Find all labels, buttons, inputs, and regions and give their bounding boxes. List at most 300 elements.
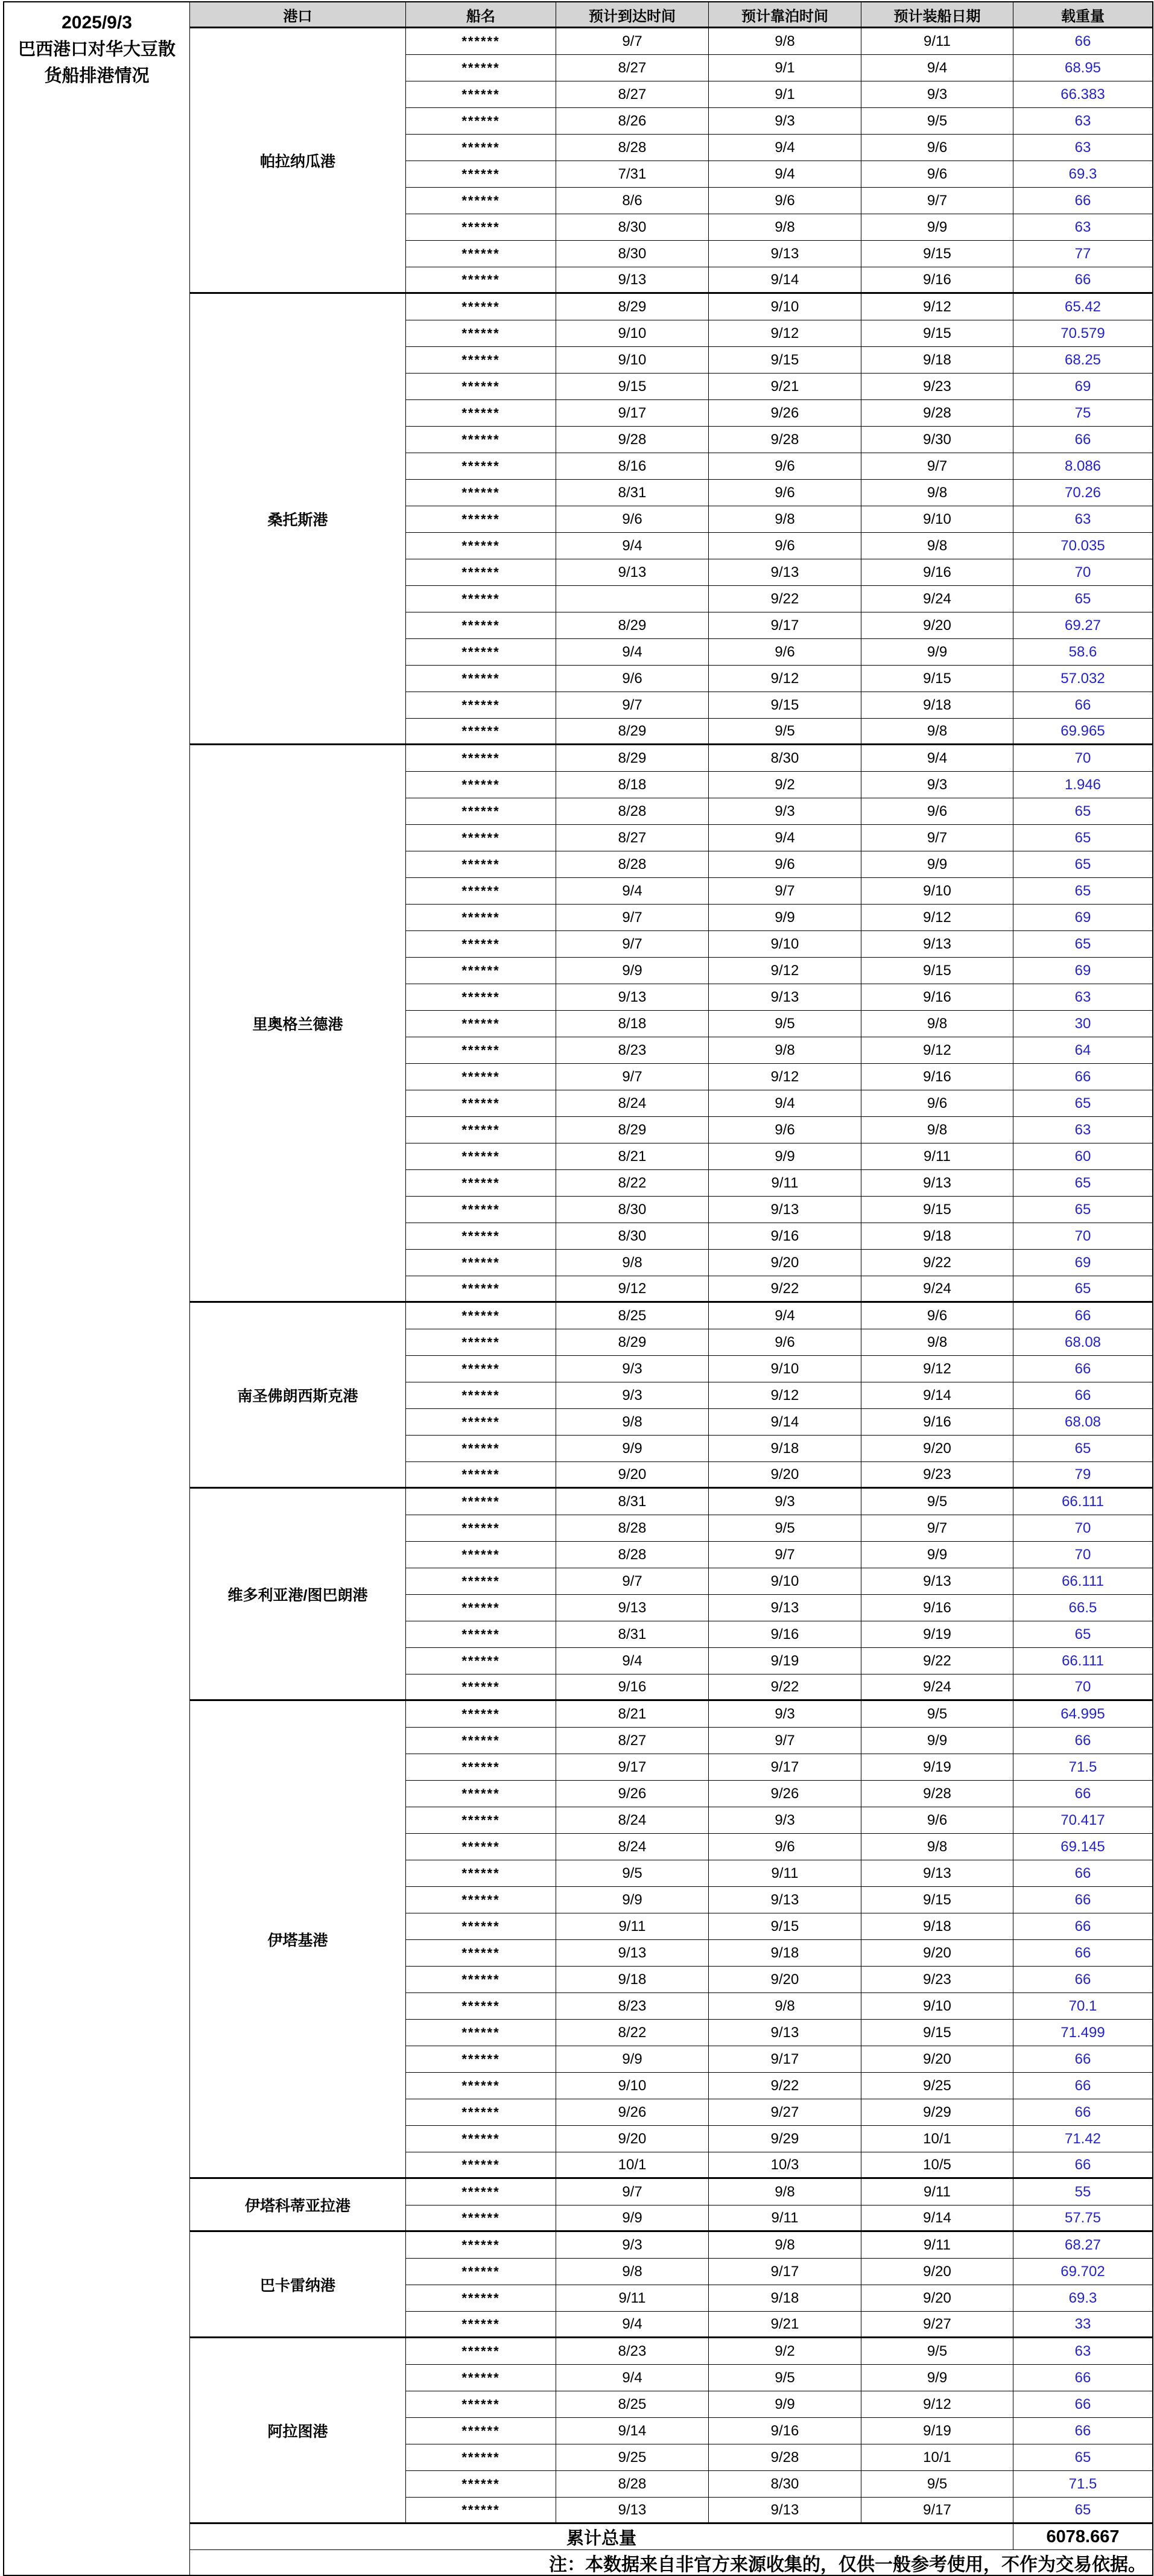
total-label: 累计总量 xyxy=(190,2524,1013,2550)
eta-cell: 9/9 xyxy=(556,958,709,984)
loading-cell: 9/19 xyxy=(861,2418,1013,2444)
berth-cell: 9/16 xyxy=(709,1621,861,1648)
loading-cell: 9/9 xyxy=(861,1542,1013,1568)
loading-cell: 10/1 xyxy=(861,2444,1013,2471)
eta-cell: 9/3 xyxy=(556,1382,709,1409)
eta-cell: 8/28 xyxy=(556,798,709,825)
berth-cell: 9/3 xyxy=(709,1807,861,1834)
eta-cell: 9/11 xyxy=(556,2285,709,2312)
berth-cell: 9/12 xyxy=(709,666,861,692)
loading-cell: 9/12 xyxy=(861,1037,1013,1064)
eta-cell: 9/28 xyxy=(556,427,709,453)
eta-cell: 7/31 xyxy=(556,161,709,188)
eta-cell: 8/29 xyxy=(556,719,709,745)
dwt-cell: 66 xyxy=(1013,692,1152,719)
loading-cell: 9/14 xyxy=(861,1382,1013,1409)
berth-cell: 9/6 xyxy=(709,533,861,559)
loading-cell: 9/20 xyxy=(861,612,1013,639)
loading-cell: 9/15 xyxy=(861,320,1013,347)
berth-cell: 9/5 xyxy=(709,2365,861,2391)
berth-cell: 9/6 xyxy=(709,1117,861,1143)
dwt-cell: 69.3 xyxy=(1013,161,1152,188)
dwt-cell: 66.383 xyxy=(1013,81,1152,108)
eta-cell: 9/10 xyxy=(556,320,709,347)
loading-cell: 9/15 xyxy=(861,241,1013,267)
dwt-cell: 30 xyxy=(1013,1011,1152,1037)
ship-name-cell: ****** xyxy=(406,586,556,612)
dwt-cell: 64 xyxy=(1013,1037,1152,1064)
ship-name-cell: ****** xyxy=(406,878,556,905)
dwt-cell: 60 xyxy=(1013,1143,1152,1170)
dwt-cell: 69 xyxy=(1013,905,1152,931)
dwt-cell: 65 xyxy=(1013,2444,1152,2471)
ship-name-cell: ****** xyxy=(406,666,556,692)
loading-cell: 9/6 xyxy=(861,1303,1013,1329)
dwt-cell: 68.27 xyxy=(1013,2232,1152,2259)
dwt-cell: 70.26 xyxy=(1013,480,1152,506)
loading-cell: 9/5 xyxy=(861,108,1013,135)
ship-name-cell: ****** xyxy=(406,2259,556,2285)
loading-cell: 9/5 xyxy=(861,1489,1013,1515)
eta-cell: 8/16 xyxy=(556,453,709,480)
dwt-cell: 66 xyxy=(1013,2152,1152,2179)
berth-cell: 9/6 xyxy=(709,1329,861,1356)
schedule-table xyxy=(3,1,1153,2576)
loading-cell: 9/18 xyxy=(861,692,1013,719)
eta-cell: 9/13 xyxy=(556,1595,709,1621)
loading-cell: 9/15 xyxy=(861,666,1013,692)
loading-cell: 9/9 xyxy=(861,214,1013,241)
ship-name-cell: ****** xyxy=(406,347,556,374)
loading-cell: 9/8 xyxy=(861,480,1013,506)
eta-cell: 8/23 xyxy=(556,1037,709,1064)
berth-cell: 9/3 xyxy=(709,798,861,825)
dwt-cell: 70 xyxy=(1013,1674,1152,1701)
dwt-cell: 63 xyxy=(1013,135,1152,161)
ship-name-cell: ****** xyxy=(406,2285,556,2312)
loading-cell: 9/11 xyxy=(861,1143,1013,1170)
dwt-cell: 65 xyxy=(1013,1197,1152,1223)
berth-cell: 9/14 xyxy=(709,1409,861,1436)
ship-name-cell: ****** xyxy=(406,1781,556,1807)
berth-cell: 9/10 xyxy=(709,931,861,958)
loading-cell: 9/14 xyxy=(861,2206,1013,2232)
dwt-cell: 71.5 xyxy=(1013,2471,1152,2498)
loading-cell: 9/12 xyxy=(861,294,1013,320)
loading-cell: 9/11 xyxy=(861,2232,1013,2259)
eta-cell: 9/13 xyxy=(556,2498,709,2524)
eta-cell xyxy=(556,586,709,612)
berth-cell: 9/18 xyxy=(709,2285,861,2312)
eta-cell: 9/5 xyxy=(556,1860,709,1887)
ship-name-cell: ****** xyxy=(406,1489,556,1515)
ship-name-cell: ****** xyxy=(406,851,556,878)
loading-cell: 9/10 xyxy=(861,878,1013,905)
eta-cell: 8/24 xyxy=(556,1834,709,1860)
loading-cell: 9/5 xyxy=(861,2471,1013,2498)
total-value: 6078.667 xyxy=(1013,2524,1152,2550)
berth-cell: 9/2 xyxy=(709,772,861,798)
eta-cell: 9/10 xyxy=(556,2073,709,2099)
loading-cell: 9/18 xyxy=(861,347,1013,374)
loading-cell: 9/10 xyxy=(861,506,1013,533)
dwt-cell: 66 xyxy=(1013,1860,1152,1887)
ship-name-cell: ****** xyxy=(406,480,556,506)
eta-cell: 8/29 xyxy=(556,294,709,320)
loading-cell: 9/30 xyxy=(861,427,1013,453)
column-header-berth: 预计靠泊时间 xyxy=(709,2,861,28)
dwt-cell: 75 xyxy=(1013,400,1152,427)
berth-cell: 9/22 xyxy=(709,1276,861,1303)
loading-cell: 9/8 xyxy=(861,1329,1013,1356)
loading-cell: 9/15 xyxy=(861,1887,1013,1913)
eta-cell: 9/8 xyxy=(556,1250,709,1276)
berth-cell: 9/13 xyxy=(709,2498,861,2524)
ship-name-cell: ****** xyxy=(406,427,556,453)
berth-cell: 9/7 xyxy=(709,878,861,905)
ship-name-cell: ****** xyxy=(406,1515,556,1542)
berth-cell: 9/7 xyxy=(709,1728,861,1754)
loading-cell: 9/9 xyxy=(861,1728,1013,1754)
dwt-cell: 68.08 xyxy=(1013,1329,1152,1356)
eta-cell: 8/29 xyxy=(556,745,709,772)
berth-cell: 9/20 xyxy=(709,1250,861,1276)
port-cell-1: 桑托斯港 xyxy=(190,294,406,745)
ship-name-cell: ****** xyxy=(406,2179,556,2206)
berth-cell: 9/6 xyxy=(709,453,861,480)
ship-name-cell: ****** xyxy=(406,214,556,241)
dwt-cell: 33 xyxy=(1013,2312,1152,2338)
ship-name-cell: ****** xyxy=(406,1223,556,1250)
dwt-cell: 66 xyxy=(1013,2365,1152,2391)
eta-cell: 9/4 xyxy=(556,878,709,905)
ship-name-cell: ****** xyxy=(406,1011,556,1037)
dwt-cell: 66 xyxy=(1013,188,1152,214)
dwt-cell: 63 xyxy=(1013,1117,1152,1143)
berth-cell: 9/22 xyxy=(709,1674,861,1701)
berth-cell: 9/4 xyxy=(709,1090,861,1117)
berth-cell: 9/6 xyxy=(709,188,861,214)
eta-cell: 8/31 xyxy=(556,1621,709,1648)
eta-cell: 8/24 xyxy=(556,1807,709,1834)
berth-cell: 9/26 xyxy=(709,400,861,427)
ship-name-cell: ****** xyxy=(406,1170,556,1197)
loading-cell: 9/25 xyxy=(861,2073,1013,2099)
dwt-cell: 66 xyxy=(1013,28,1152,55)
dwt-cell: 69.145 xyxy=(1013,1834,1152,1860)
dwt-cell: 63 xyxy=(1013,214,1152,241)
dwt-cell: 70 xyxy=(1013,1515,1152,1542)
dwt-cell: 69.3 xyxy=(1013,2285,1152,2312)
berth-cell: 9/6 xyxy=(709,1834,861,1860)
dwt-cell: 71.5 xyxy=(1013,1754,1152,1781)
eta-cell: 9/4 xyxy=(556,2312,709,2338)
dwt-cell: 65 xyxy=(1013,825,1152,851)
berth-cell: 9/8 xyxy=(709,214,861,241)
berth-cell: 9/19 xyxy=(709,1648,861,1674)
loading-cell: 9/13 xyxy=(861,1568,1013,1595)
column-header-port: 港口 xyxy=(190,2,406,28)
ship-name-cell: ****** xyxy=(406,984,556,1011)
eta-cell: 9/10 xyxy=(556,347,709,374)
berth-cell: 9/21 xyxy=(709,374,861,400)
ship-name-cell: ****** xyxy=(406,958,556,984)
loading-cell: 9/16 xyxy=(861,1595,1013,1621)
eta-cell: 9/15 xyxy=(556,374,709,400)
loading-cell: 9/6 xyxy=(861,161,1013,188)
eta-cell: 8/27 xyxy=(556,1728,709,1754)
dwt-cell: 69.702 xyxy=(1013,2259,1152,2285)
eta-cell: 9/14 xyxy=(556,2418,709,2444)
eta-cell: 9/11 xyxy=(556,1913,709,1940)
dwt-cell: 65 xyxy=(1013,1170,1152,1197)
ship-name-cell: ****** xyxy=(406,1860,556,1887)
loading-cell: 9/7 xyxy=(861,825,1013,851)
eta-cell: 8/31 xyxy=(556,480,709,506)
dwt-cell: 1.946 xyxy=(1013,772,1152,798)
eta-cell: 9/26 xyxy=(556,1781,709,1807)
loading-cell: 9/17 xyxy=(861,2498,1013,2524)
berth-cell: 9/17 xyxy=(709,1754,861,1781)
eta-cell: 9/9 xyxy=(556,1887,709,1913)
ship-name-cell: ****** xyxy=(406,1382,556,1409)
ship-name-cell: ****** xyxy=(406,267,556,294)
ship-name-cell: ****** xyxy=(406,2206,556,2232)
berth-cell: 9/20 xyxy=(709,1967,861,1993)
ship-name-cell: ****** xyxy=(406,1621,556,1648)
berth-cell: 9/10 xyxy=(709,1356,861,1382)
ship-name-cell: ****** xyxy=(406,1834,556,1860)
berth-cell: 9/8 xyxy=(709,506,861,533)
loading-cell: 9/16 xyxy=(861,1064,1013,1090)
eta-cell: 9/7 xyxy=(556,905,709,931)
loading-cell: 9/20 xyxy=(861,2285,1013,2312)
dwt-cell: 66.111 xyxy=(1013,1489,1152,1515)
dwt-cell: 66.111 xyxy=(1013,1568,1152,1595)
eta-cell: 8/30 xyxy=(556,1197,709,1223)
berth-cell: 9/17 xyxy=(709,2259,861,2285)
dwt-cell: 69 xyxy=(1013,1250,1152,1276)
berth-cell: 9/29 xyxy=(709,2126,861,2152)
loading-cell: 9/19 xyxy=(861,1754,1013,1781)
eta-cell: 8/18 xyxy=(556,772,709,798)
eta-cell: 8/21 xyxy=(556,1143,709,1170)
dwt-cell: 68.08 xyxy=(1013,1409,1152,1436)
report-title-line2: 货船排港情况 xyxy=(44,66,150,86)
eta-cell: 8/27 xyxy=(556,81,709,108)
ship-name-cell: ****** xyxy=(406,612,556,639)
dwt-cell: 58.6 xyxy=(1013,639,1152,666)
loading-cell: 9/24 xyxy=(861,586,1013,612)
berth-cell: 9/8 xyxy=(709,1037,861,1064)
eta-cell: 9/7 xyxy=(556,692,709,719)
loading-cell: 9/7 xyxy=(861,188,1013,214)
loading-cell: 9/23 xyxy=(861,1462,1013,1489)
ship-name-cell: ****** xyxy=(406,1462,556,1489)
berth-cell: 8/30 xyxy=(709,745,861,772)
dwt-cell: 66 xyxy=(1013,1781,1152,1807)
berth-cell: 9/13 xyxy=(709,241,861,267)
dwt-cell: 71.499 xyxy=(1013,2020,1152,2046)
port-cell-5: 伊塔基港 xyxy=(190,1701,406,2179)
dwt-cell: 64.995 xyxy=(1013,1701,1152,1728)
loading-cell: 9/20 xyxy=(861,1436,1013,1462)
loading-cell: 9/6 xyxy=(861,798,1013,825)
dwt-cell: 57.032 xyxy=(1013,666,1152,692)
berth-cell: 9/18 xyxy=(709,1940,861,1967)
loading-cell: 9/4 xyxy=(861,55,1013,81)
dwt-cell: 71.42 xyxy=(1013,2126,1152,2152)
dwt-cell: 66 xyxy=(1013,2418,1152,2444)
dwt-cell: 65 xyxy=(1013,1276,1152,1303)
berth-cell: 9/20 xyxy=(709,1462,861,1489)
dwt-cell: 66 xyxy=(1013,267,1152,294)
eta-cell: 9/16 xyxy=(556,1674,709,1701)
loading-cell: 10/5 xyxy=(861,2152,1013,2179)
berth-cell: 9/13 xyxy=(709,1197,861,1223)
loading-cell: 9/15 xyxy=(861,1197,1013,1223)
ship-name-cell: ****** xyxy=(406,2471,556,2498)
berth-cell: 9/13 xyxy=(709,2020,861,2046)
dwt-cell: 69.27 xyxy=(1013,612,1152,639)
dwt-cell: 66 xyxy=(1013,2046,1152,2073)
eta-cell: 8/28 xyxy=(556,1515,709,1542)
eta-cell: 8/30 xyxy=(556,241,709,267)
dwt-cell: 66 xyxy=(1013,1887,1152,1913)
loading-cell: 9/10 xyxy=(861,1993,1013,2020)
dwt-cell: 66 xyxy=(1013,2391,1152,2418)
eta-cell: 9/13 xyxy=(556,559,709,586)
ship-name-cell: ****** xyxy=(406,2338,556,2365)
berth-cell: 9/13 xyxy=(709,1887,861,1913)
berth-cell: 9/3 xyxy=(709,1701,861,1728)
dwt-cell: 8.086 xyxy=(1013,453,1152,480)
dwt-cell: 66 xyxy=(1013,1064,1152,1090)
berth-cell: 9/11 xyxy=(709,1860,861,1887)
dwt-cell: 65 xyxy=(1013,2498,1152,2524)
eta-cell: 8/28 xyxy=(556,1542,709,1568)
berth-cell: 9/2 xyxy=(709,2338,861,2365)
berth-cell: 9/28 xyxy=(709,427,861,453)
dwt-cell: 65 xyxy=(1013,878,1152,905)
ship-name-cell: ****** xyxy=(406,559,556,586)
berth-cell: 8/30 xyxy=(709,2471,861,2498)
berth-cell: 9/4 xyxy=(709,135,861,161)
dwt-cell: 70.1 xyxy=(1013,1993,1152,2020)
loading-cell: 9/11 xyxy=(861,2179,1013,2206)
ship-name-cell: ****** xyxy=(406,1143,556,1170)
dwt-cell: 70.417 xyxy=(1013,1807,1152,1834)
ship-name-cell: ****** xyxy=(406,772,556,798)
eta-cell: 9/3 xyxy=(556,1356,709,1382)
loading-cell: 9/23 xyxy=(861,1967,1013,1993)
dwt-cell: 70 xyxy=(1013,1542,1152,1568)
eta-cell: 8/25 xyxy=(556,2391,709,2418)
berth-cell: 9/5 xyxy=(709,1515,861,1542)
berth-cell: 9/15 xyxy=(709,692,861,719)
ship-name-cell: ****** xyxy=(406,692,556,719)
column-header-eta: 预计到达时间 xyxy=(556,2,709,28)
ship-name-cell: ****** xyxy=(406,28,556,55)
ship-name-cell: ****** xyxy=(406,374,556,400)
column-header-dwt: 载重量 xyxy=(1013,2,1152,28)
loading-cell: 9/27 xyxy=(861,2312,1013,2338)
ship-name-cell: ****** xyxy=(406,2099,556,2126)
loading-cell: 9/5 xyxy=(861,1701,1013,1728)
port-cell-7: 巴卡雷纳港 xyxy=(190,2232,406,2338)
ship-name-cell: ****** xyxy=(406,1064,556,1090)
berth-cell: 9/11 xyxy=(709,1170,861,1197)
ship-name-cell: ****** xyxy=(406,1329,556,1356)
dwt-cell: 70.579 xyxy=(1013,320,1152,347)
ship-name-cell: ****** xyxy=(406,1807,556,1834)
ship-name-cell: ****** xyxy=(406,2126,556,2152)
eta-cell: 9/7 xyxy=(556,1064,709,1090)
eta-cell: 9/20 xyxy=(556,2126,709,2152)
ship-name-cell: ****** xyxy=(406,400,556,427)
loading-cell: 9/6 xyxy=(861,1807,1013,1834)
ship-name-cell: ****** xyxy=(406,81,556,108)
ship-name-cell: ****** xyxy=(406,905,556,931)
berth-cell: 9/17 xyxy=(709,2046,861,2073)
berth-cell: 9/8 xyxy=(709,2232,861,2259)
ship-name-cell: ****** xyxy=(406,188,556,214)
loading-cell: 9/3 xyxy=(861,772,1013,798)
port-cell-8: 阿拉图港 xyxy=(190,2338,406,2524)
dwt-cell: 66 xyxy=(1013,1913,1152,1940)
loading-cell: 9/16 xyxy=(861,984,1013,1011)
dwt-cell: 70 xyxy=(1013,745,1152,772)
eta-cell: 9/4 xyxy=(556,2365,709,2391)
berth-cell: 9/28 xyxy=(709,2444,861,2471)
loading-cell: 9/13 xyxy=(861,1860,1013,1887)
berth-cell: 9/12 xyxy=(709,1064,861,1090)
berth-cell: 9/13 xyxy=(709,559,861,586)
loading-cell: 10/1 xyxy=(861,2126,1013,2152)
eta-cell: 9/26 xyxy=(556,2099,709,2126)
berth-cell: 9/5 xyxy=(709,1011,861,1037)
ship-name-cell: ****** xyxy=(406,1940,556,1967)
eta-cell: 8/21 xyxy=(556,1701,709,1728)
dwt-cell: 68.95 xyxy=(1013,55,1152,81)
loading-cell: 9/20 xyxy=(861,1940,1013,1967)
ship-name-cell: ****** xyxy=(406,320,556,347)
loading-cell: 9/12 xyxy=(861,2391,1013,2418)
eta-cell: 9/17 xyxy=(556,400,709,427)
dwt-cell: 70 xyxy=(1013,1223,1152,1250)
dwt-cell: 69 xyxy=(1013,374,1152,400)
ship-name-cell: ****** xyxy=(406,1356,556,1382)
ship-name-cell: ****** xyxy=(406,1303,556,1329)
berth-cell: 9/4 xyxy=(709,1303,861,1329)
loading-cell: 9/16 xyxy=(861,1409,1013,1436)
ship-name-cell: ****** xyxy=(406,639,556,666)
dwt-cell: 66 xyxy=(1013,1940,1152,1967)
dwt-cell: 63 xyxy=(1013,984,1152,1011)
ship-name-cell: ****** xyxy=(406,2444,556,2471)
ship-name-cell: ****** xyxy=(406,2020,556,2046)
berth-cell: 9/27 xyxy=(709,2099,861,2126)
berth-cell: 10/3 xyxy=(709,2152,861,2179)
ship-name-cell: ****** xyxy=(406,533,556,559)
ship-name-cell: ****** xyxy=(406,1542,556,1568)
berth-cell: 9/15 xyxy=(709,347,861,374)
ship-name-cell: ****** xyxy=(406,1913,556,1940)
eta-cell: 9/8 xyxy=(556,1409,709,1436)
eta-cell: 8/30 xyxy=(556,214,709,241)
loading-cell: 9/6 xyxy=(861,135,1013,161)
eta-cell: 9/4 xyxy=(556,1648,709,1674)
